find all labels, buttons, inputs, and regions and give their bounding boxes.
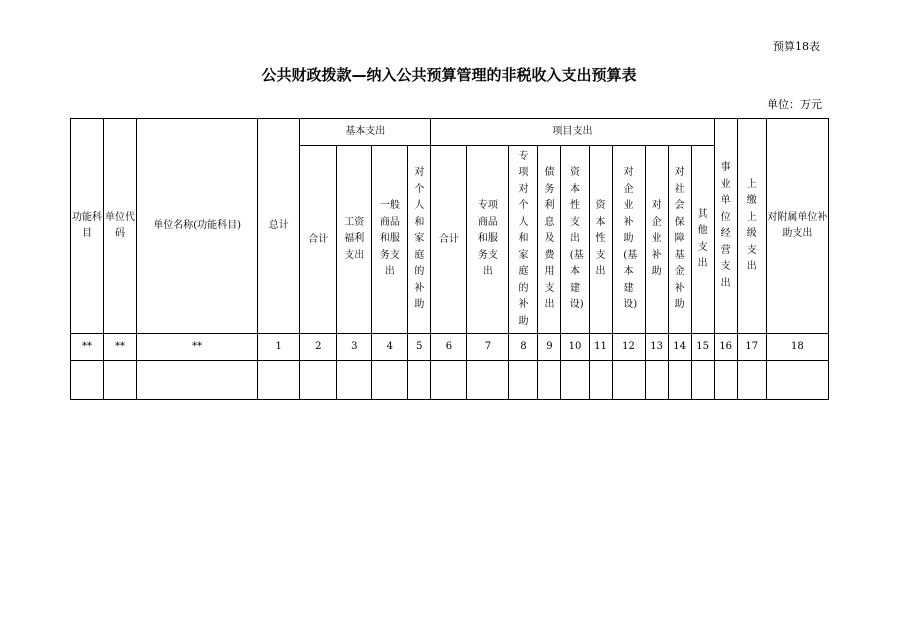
table-cell[interactable]: [467, 361, 509, 400]
table-cell[interactable]: [337, 361, 372, 400]
table-cell[interactable]: [509, 361, 538, 400]
form-number: 预算18表: [773, 40, 820, 53]
header-enterprise-construction: 对企业补助(基本建设): [612, 146, 645, 334]
column-number: 9: [538, 334, 561, 361]
table-cell[interactable]: [137, 361, 258, 400]
column-number: 13: [645, 334, 668, 361]
header-total: 总计: [258, 119, 300, 334]
column-number: **: [71, 334, 104, 361]
column-number: 15: [691, 334, 714, 361]
column-number: 1: [258, 334, 300, 361]
column-number: 3: [337, 334, 372, 361]
header-basic-goods-services: 一般商品和服务支出: [372, 146, 408, 334]
table-cell[interactable]: [589, 361, 612, 400]
table-cell[interactable]: [431, 361, 467, 400]
header-function-subject: 功能科目: [71, 119, 104, 334]
header-project-goods-services: 专项商品和服务支出: [467, 146, 509, 334]
table-cell[interactable]: [561, 361, 589, 400]
table-cell[interactable]: [714, 361, 737, 400]
column-number: 14: [668, 334, 691, 361]
table-cell[interactable]: [258, 361, 300, 400]
column-number: 12: [612, 334, 645, 361]
column-number: 10: [561, 334, 589, 361]
header-enterprise-subsidy: 对企业补助: [645, 146, 668, 334]
header-upper-payment: 上缴上级支出: [737, 119, 766, 334]
header-basic-wages: 工资福利支出: [337, 146, 372, 334]
table-cell[interactable]: [668, 361, 691, 400]
header-group-basic: 基本支出: [300, 119, 431, 146]
header-group-project: 项目支出: [431, 119, 714, 146]
header-project-individual-subsidy: 专项对个人和家庭的补助: [509, 146, 538, 334]
table-cell[interactable]: [691, 361, 714, 400]
empty-data-row: [71, 361, 829, 400]
header-other-expenditure: 其他支出: [691, 146, 714, 334]
column-number: 7: [467, 334, 509, 361]
column-number: 11: [589, 334, 612, 361]
table-cell[interactable]: [645, 361, 668, 400]
table-cell[interactable]: [766, 361, 828, 400]
header-basic-subtotal: 合计: [300, 146, 337, 334]
header-affiliate-subsidy: 对附属单位补助支出: [766, 119, 828, 334]
table-cell[interactable]: [408, 361, 431, 400]
column-number: 17: [737, 334, 766, 361]
column-number-row: [71, 334, 829, 361]
column-number: 2: [300, 334, 337, 361]
table-cell[interactable]: [612, 361, 645, 400]
column-number: 8: [509, 334, 538, 361]
unit-label: 单位：万元: [767, 98, 822, 111]
column-number: 4: [372, 334, 408, 361]
column-number: 5: [408, 334, 431, 361]
table-cell[interactable]: [538, 361, 561, 400]
header-basic-individual-subsidy: 对个人和家庭的补助: [408, 146, 431, 334]
column-number: 16: [714, 334, 737, 361]
table-cell[interactable]: [71, 361, 104, 400]
header-unit-name: 单位名称(功能科目): [137, 119, 258, 334]
column-number: **: [137, 334, 258, 361]
header-capital-expenditure: 资本性支出: [589, 146, 612, 334]
page-title: 公共财政拨款—纳入公共预算管理的非税收入支出预算表: [261, 66, 637, 84]
column-number: **: [104, 334, 137, 361]
header-capital-construction: 资本性支出(基本建设): [561, 146, 589, 334]
header-social-security-subsidy: 对社会保障基金补助: [668, 146, 691, 334]
table-cell[interactable]: [104, 361, 137, 400]
table-cell[interactable]: [737, 361, 766, 400]
budget-table: [70, 118, 829, 400]
table-cell[interactable]: [300, 361, 337, 400]
table-cell[interactable]: [372, 361, 408, 400]
header-project-subtotal: 合计: [431, 146, 467, 334]
column-number: 18: [766, 334, 828, 361]
header-business-unit: 事业单位经营支出: [714, 119, 737, 334]
header-unit-code: 单位代码: [104, 119, 137, 334]
column-number: 6: [431, 334, 467, 361]
header-debt-interest: 债务利息及费用支出: [538, 146, 561, 334]
